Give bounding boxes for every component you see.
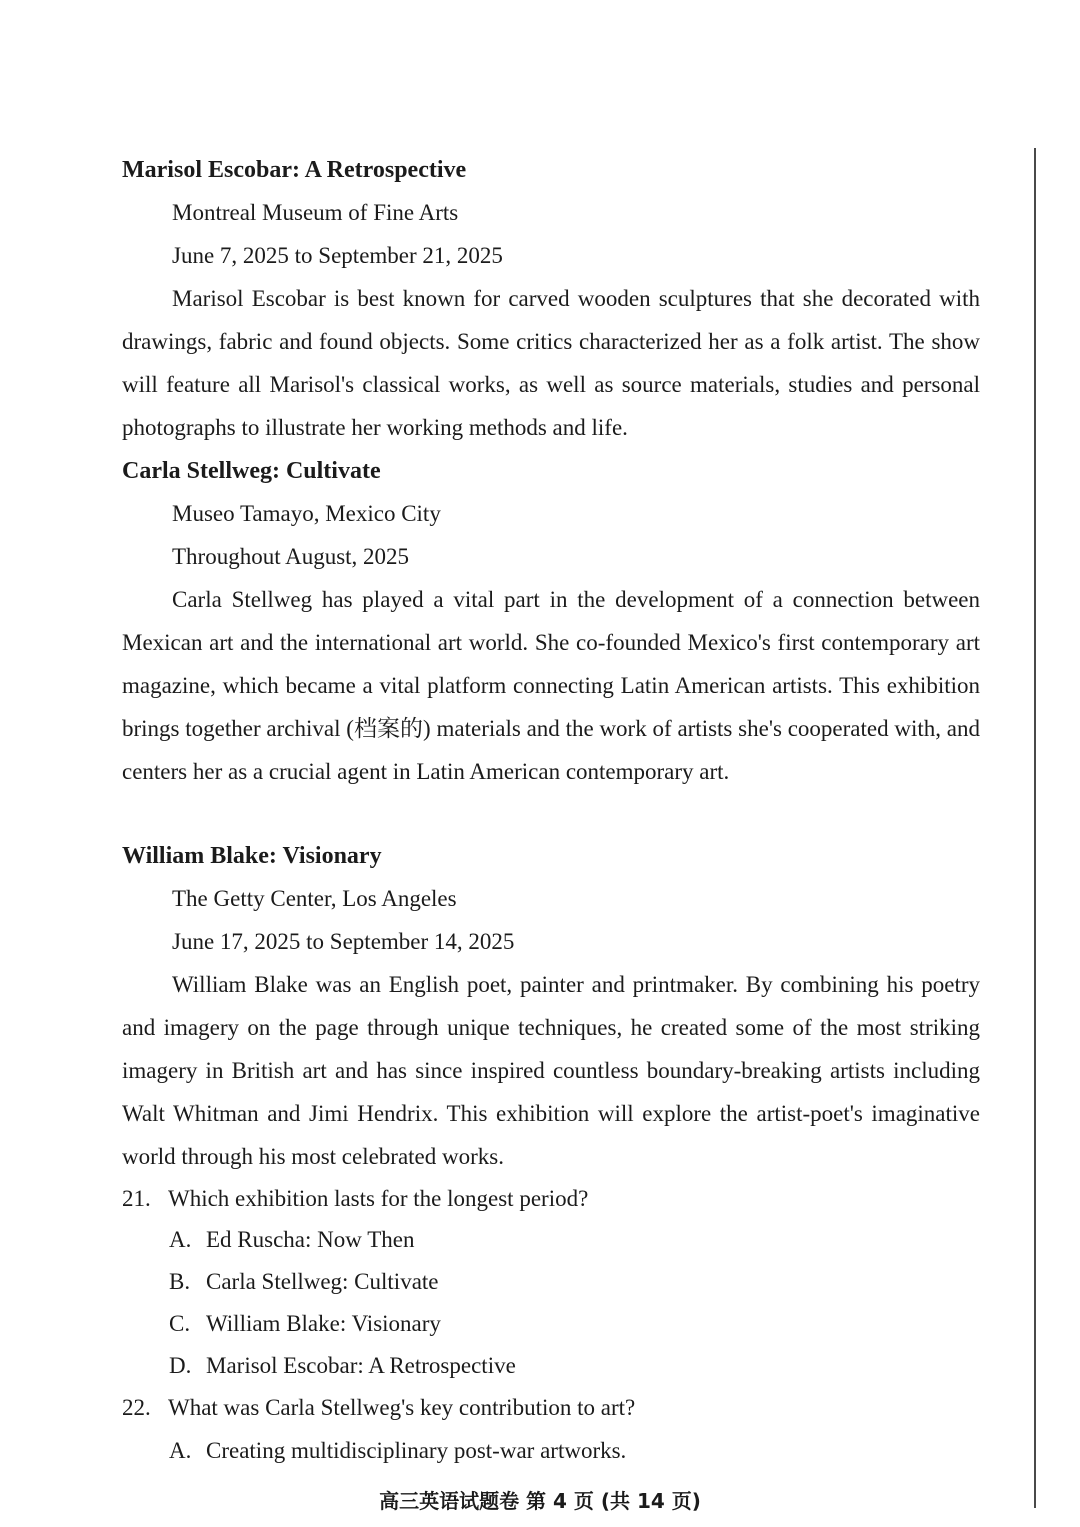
question-21 (122, 1184, 980, 1214)
option-letter: D. (169, 1353, 192, 1378)
option-21-b[interactable] (169, 1267, 439, 1297)
exhibition-dates: June 7, 2025 to September 21, 2025 (172, 243, 503, 268)
exhibition-dates: Throughout August, 2025 (172, 544, 410, 569)
option-letter: A. (169, 1438, 192, 1463)
question-text: What was Carla Stellweg's key contribution to art? (168, 1395, 636, 1420)
option-text: Carla Stellweg: Cultivate (206, 1269, 439, 1294)
option-22-a[interactable] (169, 1436, 626, 1466)
page-footer: 高三英语试题卷 第 4 页 (共 14 页) (379, 1489, 701, 1513)
option-21-c[interactable] (169, 1309, 441, 1339)
exhibition-marisol (122, 156, 980, 449)
exhibition-title: William Blake: Visionary (122, 843, 382, 869)
exhibition-venue: The Getty Center, Los Angeles (172, 886, 457, 911)
option-text: Creating multidisciplinary post-war artworks. (206, 1438, 627, 1463)
option-21-d[interactable] (169, 1351, 516, 1381)
exhibition-title: Marisol Escobar: A Retrospective (122, 157, 467, 183)
option-text: Ed Ruscha: Now Then (206, 1227, 415, 1252)
exhibition-blake (122, 842, 980, 1178)
option-text: Marisol Escobar: A Retrospective (206, 1353, 516, 1378)
question-text: Which exhibition lasts for the longest period? (168, 1186, 589, 1211)
exhibition-carla (122, 457, 980, 793)
exhibition-venue: Museo Tamayo, Mexico City (172, 501, 441, 526)
question-number: 22. (122, 1395, 151, 1420)
option-letter: A. (169, 1227, 192, 1252)
margin-rule (1034, 148, 1036, 1508)
option-text: William Blake: Visionary (206, 1311, 441, 1336)
exhibition-description: William Blake was an English poet, painter and printmaker. By combining his poetry and imagery on the page through unique techniques, he created some of the most striking imagery in British art and has since inspired countless boundary-breaking artists including Walt Whitman and Jimi Hendrix. This exhibition will explore the artist-poet's imaginative world through his most celebrated works. (122, 972, 980, 1169)
exhibition-dates: June 17, 2025 to September 14, 2025 (172, 929, 515, 954)
exhibition-description: Marisol Escobar is best known for carved wooden sculptures that she decorated with drawings, fabric and found objects. Some critics characterized her as a folk artist. The show will feature all Marisol's classical works, as well as source materials, studies and personal photographs to illustrate her working methods and life. (122, 286, 980, 440)
question-number: 21. (122, 1186, 151, 1211)
exhibition-description: Carla Stellweg has played a vital part in the development of a connection between Mexican art and the international art world. She co-founded Mexico's first contemporary art magazine, which became a vital platform connecting Latin American artists. This exhibition brings together archival (档案的) materials and the work of artists she's cooperated with, and centers her as a crucial agent in Latin American contemporary art. (122, 587, 980, 784)
option-21-a[interactable] (169, 1225, 414, 1255)
option-letter: B. (169, 1269, 191, 1294)
question-22 (122, 1393, 980, 1423)
exhibition-venue: Montreal Museum of Fine Arts (172, 200, 459, 225)
option-letter: C. (169, 1311, 191, 1336)
exhibition-title: Carla Stellweg: Cultivate (122, 458, 381, 484)
